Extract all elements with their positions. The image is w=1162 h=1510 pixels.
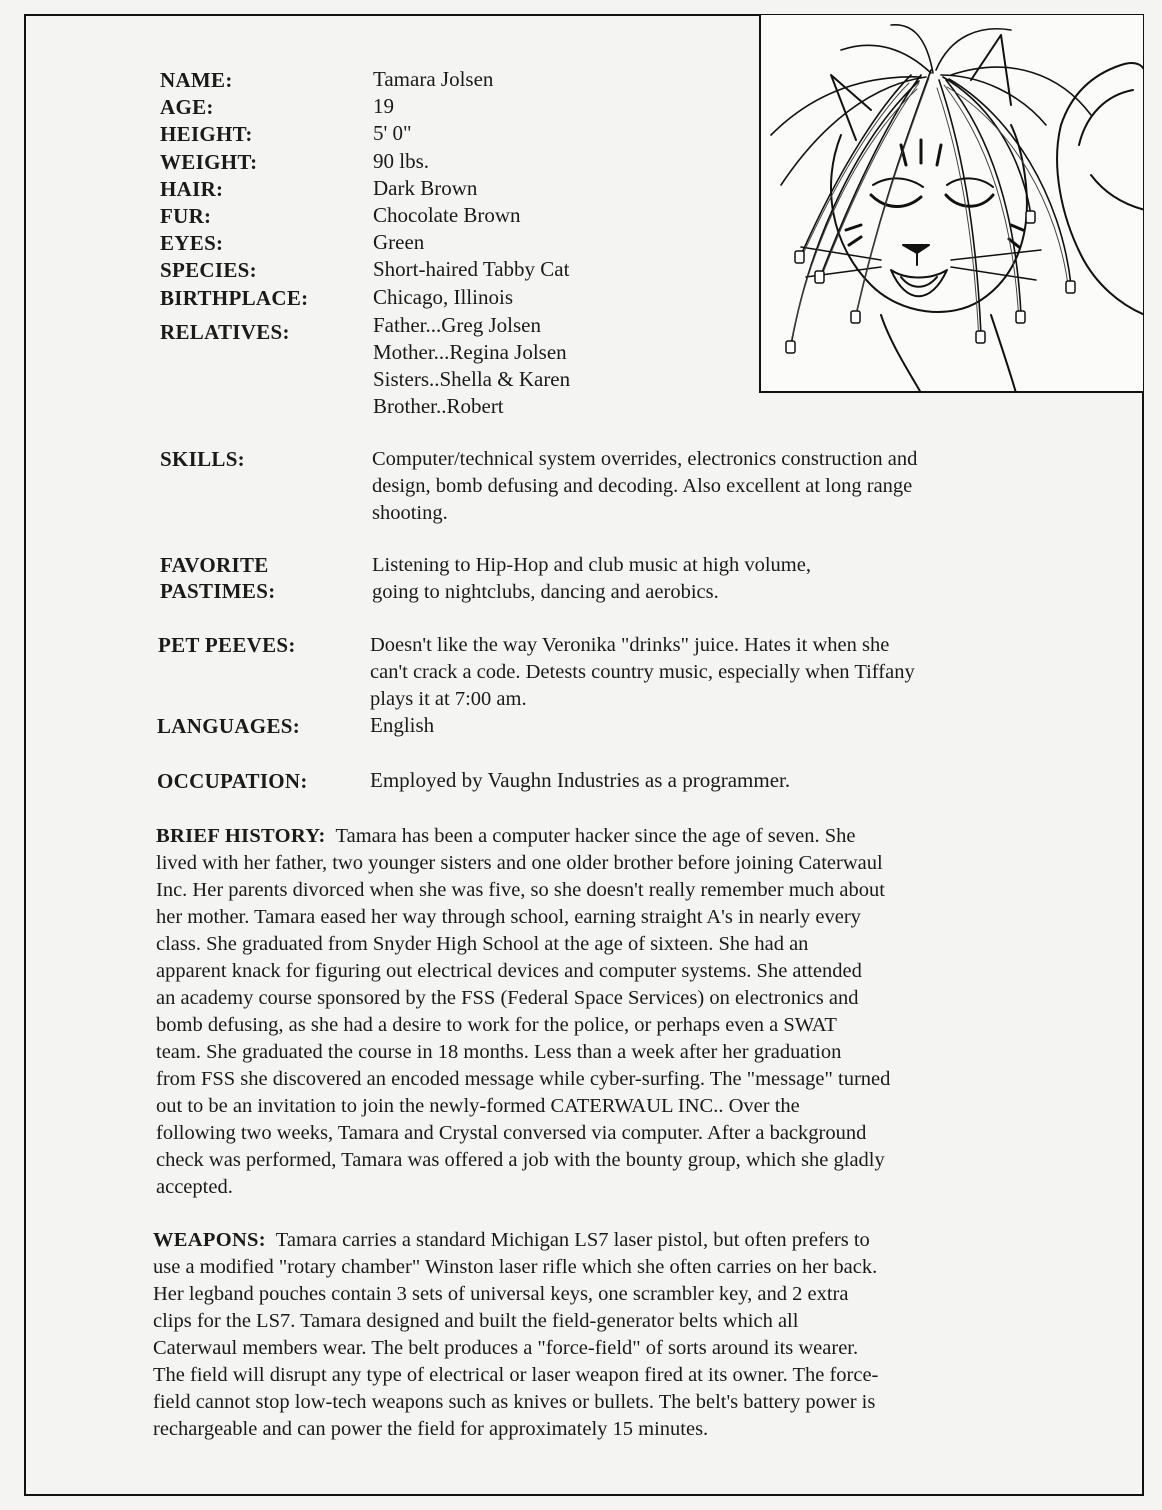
- skills-text: [372, 446, 917, 527]
- profile-value: Green: [373, 230, 425, 254]
- weapons-line: Caterwaul members wear. The belt produces a "force-field" of sorts around its wearer.: [153, 1337, 859, 1359]
- profile-label: EYES:: [160, 231, 224, 255]
- weapons-line: use a modified "rotary chamber" Winston laser rifle which she often carries on her back.: [153, 1256, 878, 1278]
- languages-label: LANGUAGES:: [157, 714, 301, 738]
- profile-label: SPECIES:: [160, 258, 257, 282]
- history-line: check was performed, Tamara was offered a job with the bounty group, which she gladly: [156, 1149, 885, 1171]
- history-line: Inc. Her parents divorced when she was five, so she doesn't really remember much about: [156, 879, 885, 901]
- relative-entry: Mother...Regina Jolsen: [373, 340, 567, 364]
- pastimes-line: going to nightclubs, dancing and aerobics.: [372, 581, 719, 603]
- history-line: apparent knack for figuring out electrical devices and computer systems. She attended: [156, 960, 862, 982]
- history-line: lived with her father, two younger sisters and one older brother before joining Caterwaul: [156, 852, 883, 874]
- pastimes-label: [160, 552, 276, 604]
- occupation-label: OCCUPATION:: [157, 769, 308, 793]
- profile-value: 19: [373, 94, 394, 118]
- profile-value: Tamara Jolsen: [373, 67, 494, 91]
- history-label: BRIEF HISTORY:: [156, 825, 326, 847]
- weapons-line: rechargeable and can power the field for approximately 15 minutes.: [153, 1418, 709, 1440]
- history-line: class. She graduated from Snyder High School at the age of sixteen. She had an: [156, 933, 809, 955]
- profile-value: 90 lbs.: [373, 149, 430, 173]
- history-line: her mother. Tamara eased her way through school, earning straight A's in nearly every: [156, 906, 861, 928]
- languages-value: English: [370, 713, 435, 737]
- history-line: accepted.: [156, 1176, 233, 1198]
- history-line: an academy course sponsored by the FSS (Federal Space Services) on electronics and: [156, 987, 859, 1009]
- profile-label: HEIGHT:: [160, 122, 253, 146]
- profile-label: BIRTHPLACE:: [160, 286, 309, 310]
- profile-label: WEIGHT:: [160, 150, 258, 174]
- history-line: team. She graduated the course in 18 months. Less than a week after her graduation: [156, 1041, 842, 1063]
- profile-label: NAME:: [160, 68, 233, 92]
- profile-value: Short-haired Tabby Cat: [373, 257, 570, 281]
- pastimes-label-line: PASTIMES:: [160, 579, 276, 603]
- skills-label: SKILLS:: [160, 447, 245, 471]
- weapons: [153, 1227, 878, 1443]
- relative-entry: Sisters..Shella & Karen: [373, 367, 571, 391]
- pet-peeves-line: can't crack a code. Detests country music, especially when Tiffany: [370, 661, 915, 683]
- pet-peeves-label: PET PEEVES:: [158, 633, 296, 657]
- history-line: following two weeks, Tamara and Crystal conversed via computer. After a background: [156, 1122, 867, 1144]
- profile-value: Dark Brown: [373, 176, 478, 200]
- occupation-value: Employed by Vaughn Industries as a programmer.: [370, 768, 791, 792]
- relative-entry: Brother..Robert: [373, 394, 504, 418]
- skills-line: shooting.: [372, 502, 448, 524]
- weapons-first-line: [153, 1227, 878, 1254]
- pet-peeves-line: Doesn't like the way Veronika "drinks" juice. Hates it when she: [370, 634, 890, 656]
- weapons-line: clips for the LS7. Tamara designed and built the field-generator belts which all: [153, 1310, 799, 1332]
- pastimes-label-line: FAVORITE: [160, 553, 269, 577]
- skills-line: design, bomb defusing and decoding. Also excellent at long range: [372, 475, 913, 497]
- profile-value: 5' 0": [373, 121, 412, 145]
- history-first-line: [156, 823, 890, 850]
- profile-label: AGE:: [160, 95, 214, 119]
- profile-label: HAIR:: [160, 177, 224, 201]
- profile-value: Chocolate Brown: [373, 203, 521, 227]
- pet-peeves-text: [370, 632, 915, 713]
- history-line: out to be an invitation to join the newly-formed CATERWAUL INC.. Over the: [156, 1095, 800, 1117]
- weapons-line: Tamara carries a standard Michigan LS7 laser pistol, but often prefers to: [275, 1229, 870, 1251]
- profile-value: Chicago, Illinois: [373, 285, 513, 309]
- relatives-label: RELATIVES:: [160, 320, 290, 344]
- pastimes-text: [372, 552, 811, 606]
- history-line: Tamara has been a computer hacker since the age of seven. She: [335, 825, 856, 847]
- history-line: from FSS she discovered an encoded message while cyber-surfing. The "message" turned: [156, 1068, 891, 1090]
- relative-entry: Father...Greg Jolsen: [373, 313, 541, 337]
- weapons-line: The field will disrupt any type of electrical or laser weapon fired at its owner. The force-: [153, 1364, 879, 1386]
- pastimes-line: Listening to Hip-Hop and club music at high volume,: [372, 554, 811, 576]
- skills-line: Computer/technical system overrides, electronics construction and: [372, 448, 918, 470]
- brief-history: [156, 823, 890, 1201]
- weapons-line: field cannot stop low-tech weapons such as knives or bullets. The belt's battery power is: [153, 1391, 876, 1413]
- weapons-label: WEAPONS:: [153, 1229, 266, 1251]
- weapons-line: Her legband pouches contain 3 sets of universal keys, one scrambler key, and 2 extra: [153, 1283, 849, 1305]
- pet-peeves-line: plays it at 7:00 am.: [370, 688, 527, 710]
- profile-label: FUR:: [160, 204, 212, 228]
- character-portrait: [759, 15, 1143, 393]
- history-line: bomb defusing, as she had a desire to work for the police, or perhaps even a SWAT: [156, 1014, 837, 1036]
- relatives-list: [373, 312, 570, 420]
